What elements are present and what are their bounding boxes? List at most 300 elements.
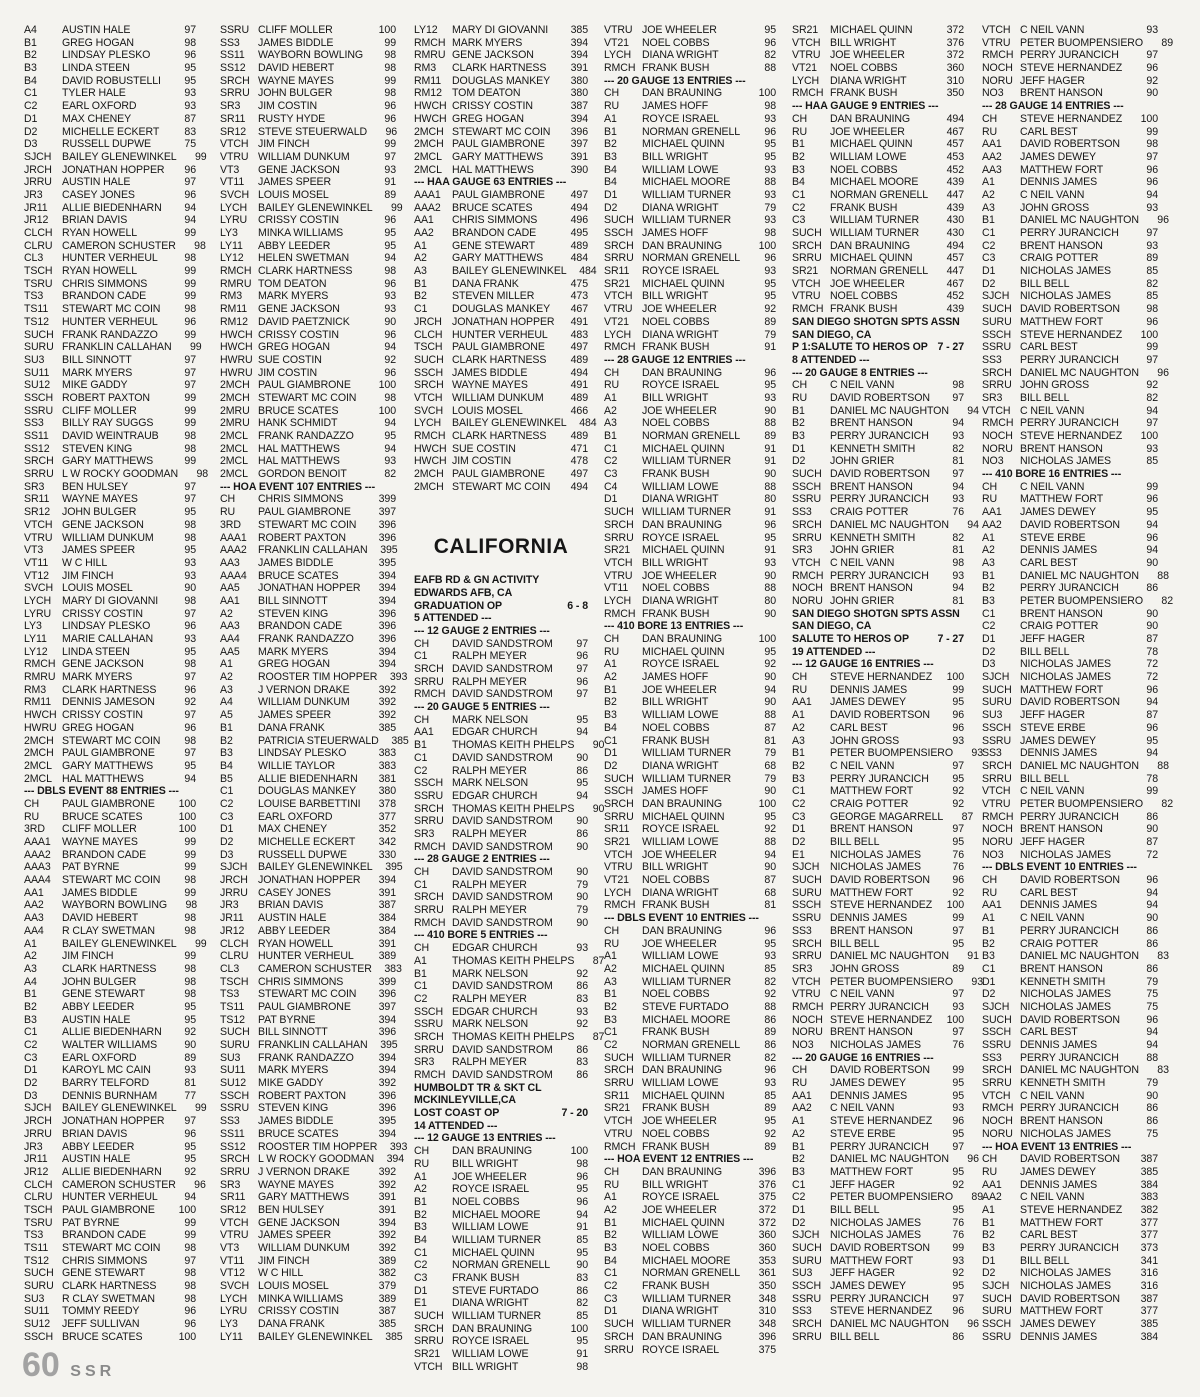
score-row: [24, 468, 209, 481]
shooter-name: CRISSY COSTIN: [258, 328, 339, 341]
shooter-name: PAUL GIAMBRONE: [258, 1000, 351, 1013]
shooter-name: CRISSY COSTIN: [258, 1305, 339, 1318]
shooter-name: JOHN GROSS: [830, 734, 900, 747]
shooter-name: MICHAEL QUINN: [642, 1216, 725, 1229]
class-code: D3: [24, 1089, 38, 1102]
shooter-name: C NEIL VANN: [1020, 1089, 1085, 1102]
score-row: [414, 100, 588, 113]
score-row: [414, 113, 588, 126]
class-code: A2: [414, 252, 427, 265]
score-row: [604, 138, 776, 151]
class-code: CLCH: [24, 227, 53, 239]
score: 384: [378, 912, 396, 925]
shooter-name: CLARK HARTNESS: [258, 265, 353, 278]
score: 95: [384, 430, 396, 442]
score-row: [604, 151, 776, 164]
score: 93: [952, 1000, 964, 1013]
shooter-name: WILLIAM TURNER: [642, 975, 732, 988]
shooter-name: JAMES DEWEY: [1020, 150, 1097, 163]
shooter-name: BRENT HANSON: [1020, 1115, 1103, 1128]
score-row: [604, 1077, 776, 1090]
score-row: [220, 62, 396, 75]
shooter-name: PAUL GIAMBRONE: [258, 506, 351, 519]
score-row: [24, 239, 206, 253]
score: 95: [764, 379, 776, 392]
shooter-name: WILLIAM TURNER: [642, 214, 732, 227]
score-row: [604, 836, 776, 849]
score: 93: [952, 1254, 964, 1267]
score: 383: [1140, 1191, 1158, 1204]
class-code: D3: [24, 138, 38, 151]
score-row: [220, 430, 396, 443]
spacer-row: [414, 519, 588, 532]
score: 391: [570, 62, 588, 75]
score: 94: [764, 683, 776, 696]
score: 342: [378, 836, 396, 848]
score-row: [792, 1280, 964, 1293]
class-code: A2: [792, 1127, 805, 1140]
class-code: NOCH: [982, 430, 1013, 442]
shooter-name: WILLIAM DUNKUM: [258, 150, 350, 163]
score-row: [604, 722, 776, 735]
class-code: TS11: [24, 1242, 49, 1254]
score-row: [604, 887, 776, 900]
class-code: SR11: [220, 1191, 246, 1204]
score-row: [24, 1064, 196, 1077]
shooter-name: LINDA STEEN: [62, 62, 130, 75]
shooter-name: BRIAN DAVIS: [62, 214, 128, 227]
class-code: RU: [604, 100, 620, 113]
class-code: SRRU: [604, 531, 634, 544]
class-code: A2: [220, 607, 233, 620]
score: 94: [952, 417, 964, 430]
score-row: [792, 138, 964, 151]
score-row: [604, 608, 776, 621]
shooter-name: EDGAR CHURCH: [452, 726, 538, 739]
score-row: [24, 1115, 196, 1128]
shooter-name: NICHOLAS JAMES: [830, 861, 922, 874]
score: 92: [952, 886, 964, 899]
score: 387: [1140, 1292, 1158, 1305]
score-row: [220, 595, 396, 608]
shooter-name: THOMAS KEITH PHELPS: [452, 739, 575, 752]
page-footer: [22, 1346, 115, 1385]
class-code: VT11: [220, 1254, 245, 1267]
score: 94: [952, 582, 964, 595]
score: 360: [758, 1229, 776, 1242]
score-row: [414, 1348, 588, 1361]
shooter-name: ROYCE ISRAEL: [642, 658, 720, 671]
shooter-name: THOMAS KEITH PHELPS: [452, 802, 575, 815]
event-header: [604, 1153, 776, 1166]
score: 385: [378, 1318, 396, 1331]
score-row: [220, 405, 396, 418]
class-code: B3: [604, 709, 617, 722]
event-header: [982, 1141, 1158, 1154]
score-row: [414, 151, 588, 164]
score: 384: [1140, 1178, 1158, 1191]
score: 95: [764, 24, 776, 36]
class-code: SUCH: [982, 683, 1012, 696]
class-code: B2: [982, 937, 995, 950]
class-code: C1: [414, 980, 428, 993]
score-row: [982, 1267, 1158, 1280]
score: 90: [184, 582, 196, 595]
shooter-name: NORMAN GRENELL: [830, 265, 929, 278]
class-code: JR11: [220, 912, 244, 925]
class-code: JR11: [24, 201, 48, 214]
shooter-name: CHRIS SIMMONS: [62, 277, 148, 290]
score: 88: [764, 836, 776, 848]
class-code: A4: [24, 24, 37, 36]
score-row: [414, 1361, 588, 1374]
class-code: 2MCH: [414, 468, 444, 481]
score-row: [24, 1217, 196, 1230]
class-code: JR12: [220, 924, 245, 937]
score-row: [414, 942, 588, 955]
score-row: [414, 481, 588, 494]
class-code: RMCH: [604, 341, 636, 354]
class-code: RMCH: [414, 430, 446, 442]
class-code: C1: [414, 878, 428, 891]
score-row: [220, 468, 396, 481]
score-row: [414, 752, 588, 765]
shooter-name: JOE WHEELER: [642, 937, 717, 950]
shooter-name: RYAN HOWELL: [258, 937, 334, 950]
class-code: SS3: [982, 1051, 1002, 1064]
score-row: [792, 493, 964, 506]
score: 79: [764, 328, 776, 341]
score: 90: [576, 916, 588, 929]
shooter-name: NORMAN GRENELL: [642, 430, 741, 442]
shooter-name: BRENT HANSON: [1020, 239, 1103, 252]
score-row: [24, 87, 196, 100]
class-code: B1: [604, 1216, 617, 1229]
shooter-name: BRENT HANSON: [830, 582, 913, 595]
class-code: VT21: [792, 62, 817, 75]
score-row: [792, 1191, 983, 1204]
score-row: [604, 811, 776, 824]
class-code: D3: [982, 658, 996, 671]
score: 97: [952, 988, 964, 1001]
score: 95: [184, 544, 196, 557]
score-row: [414, 1285, 588, 1298]
class-code: C1: [982, 607, 996, 620]
shooter-name: GARY MATTHEWS: [62, 759, 154, 772]
class-code: SRCH: [220, 1153, 250, 1166]
class-code: SSRU: [792, 1292, 822, 1305]
shooter-name: BAILEY GLENEWINKEL: [62, 1102, 177, 1115]
score: 394: [378, 1216, 396, 1229]
score-row: [414, 1221, 588, 1234]
shooter-name: NOEL COBBS: [642, 36, 710, 49]
score-row: [792, 164, 964, 177]
score: 93: [764, 188, 776, 201]
score: 394: [378, 1127, 396, 1140]
class-code: SR21: [604, 836, 631, 848]
class-code: VT12: [220, 1267, 245, 1280]
shooter-name: BILL WRIGHT: [642, 150, 709, 163]
score: 97: [184, 671, 196, 684]
score: 100: [1140, 430, 1158, 442]
results-column-6: [982, 24, 1173, 1344]
score: 396: [378, 531, 396, 544]
shooter-name: ROOSTER TIM HOPPER: [258, 1140, 378, 1153]
class-code: A4: [24, 975, 37, 988]
score-row: [982, 303, 1158, 316]
score: 93: [576, 942, 588, 955]
score-row: [220, 329, 396, 342]
score: 96: [184, 49, 196, 62]
score: 98: [1146, 303, 1158, 316]
score: 93: [184, 633, 196, 645]
class-code: SUCH: [414, 1310, 444, 1323]
shooter-name: CRAIG POTTER: [830, 506, 909, 519]
score-row: [414, 354, 588, 367]
score: 99: [184, 861, 196, 874]
class-code: A1: [604, 391, 617, 404]
shooter-name: WILLIAM LOWE: [452, 1348, 529, 1361]
shooter-name: WILLIAM TURNER: [642, 1051, 732, 1064]
shooter-name: WAYNE MAYES: [452, 379, 528, 392]
score: 94: [1146, 1026, 1158, 1039]
shooter-name: HAL MATTHEWS: [62, 772, 144, 785]
shooter-name: PERRY JURANCICH: [1020, 353, 1119, 366]
score: 394: [378, 1064, 396, 1077]
score: 93: [384, 163, 396, 176]
score-row: [792, 1166, 964, 1179]
class-code: SR21: [414, 1348, 441, 1361]
score-row: [982, 1179, 1158, 1192]
score: 87: [184, 112, 196, 125]
class-code: RU: [24, 810, 40, 823]
class-code: VTRU: [604, 303, 633, 316]
shooter-name: DANIEL MC NAUGHTON: [830, 1318, 949, 1331]
shooter-name: DENNIS JAMES: [1020, 1039, 1098, 1051]
shooter-name: CRISSY COSTIN: [62, 709, 143, 722]
class-code: SSCH: [982, 328, 1012, 341]
class-code: LY12: [24, 645, 48, 658]
shooter-name: MARY DI GIOVANNI: [452, 24, 549, 36]
class-code: RU: [604, 645, 620, 658]
shooter-name: JOE WHEELER: [642, 1203, 717, 1216]
class-code: SSCH: [414, 366, 444, 379]
score: 392: [378, 1178, 396, 1191]
class-code: SRRU: [792, 1330, 822, 1343]
class-code: CH: [220, 493, 236, 506]
score-row: [220, 1115, 396, 1128]
score-row: [414, 1069, 588, 1082]
class-code: A2: [792, 721, 805, 734]
score: 96: [764, 518, 776, 531]
class-code: B1: [604, 988, 617, 1001]
shooter-name: AUSTIN HALE: [62, 1153, 131, 1166]
class-code: AAA4: [220, 569, 247, 582]
class-code: SRCH: [604, 1064, 634, 1077]
score-row: [604, 227, 776, 240]
shooter-name: ROBERT PAXTON: [258, 1089, 346, 1102]
class-code: B3: [24, 1013, 37, 1026]
class-code: JRRU: [24, 1127, 52, 1140]
score: 453: [946, 150, 964, 163]
score: 92: [764, 303, 776, 316]
shooter-name: LOUIS MOSEL: [452, 404, 523, 417]
shooter-name: DAN BRAUNING: [830, 239, 911, 252]
score: 87: [1146, 836, 1158, 848]
score-row: [982, 836, 1158, 849]
class-code: HWCH: [220, 328, 253, 341]
shooter-name: DENNIS JAMES: [1020, 1330, 1098, 1343]
score: 353: [758, 1254, 776, 1267]
class-code: AA1: [982, 506, 1002, 519]
class-code: HWCH: [220, 341, 253, 354]
class-code: B3: [982, 950, 995, 963]
score: 98: [952, 379, 964, 392]
score: 98: [184, 1267, 196, 1280]
shooter-name: MATTHEW FORT: [1020, 163, 1104, 176]
class-code: SR3: [220, 1178, 241, 1191]
shooter-name: NICHOLAS JAMES: [1020, 290, 1112, 303]
class-code: JR12: [24, 1165, 49, 1178]
score-row: [220, 1280, 396, 1293]
score-row: [604, 202, 776, 215]
score: 96: [184, 188, 196, 201]
score-row: [414, 1018, 588, 1031]
score: 99: [184, 455, 196, 468]
score-row: [220, 1229, 396, 1242]
shooter-name: JOHN BULGER: [62, 506, 137, 519]
class-code: A2: [982, 544, 995, 557]
score: 98: [184, 874, 196, 887]
score: 484: [579, 265, 597, 278]
class-code: B2: [792, 1153, 805, 1166]
score: 89: [764, 1026, 776, 1039]
score: 93: [952, 430, 964, 442]
class-code: SRCH: [982, 1064, 1012, 1077]
class-code: SRRU: [414, 1335, 444, 1348]
score-row: [604, 214, 776, 227]
club-info-text: SAN DIEGO, CA: [792, 328, 872, 341]
class-code: SR11: [24, 493, 50, 506]
class-code: B3: [220, 747, 233, 760]
event-header: [414, 1132, 588, 1145]
score-row: [604, 303, 776, 316]
score: 97: [952, 759, 964, 772]
shooter-name: MARK MYERS: [62, 671, 133, 684]
score-row: [604, 1014, 776, 1027]
shooter-name: DIANA WRIGHT: [642, 759, 719, 772]
class-code: 2MCH: [414, 480, 444, 493]
event-header-text: --- DBLS EVENT 10 ENTRIES ---: [982, 861, 1137, 874]
shooter-name: WILLIAM TURNER: [452, 1310, 542, 1323]
score: 90: [764, 671, 776, 684]
score: 87: [764, 874, 776, 887]
class-code: A1: [982, 176, 995, 189]
score: 95: [952, 1165, 964, 1178]
score: 98: [184, 912, 196, 925]
shooter-name: JEFF HAGER: [830, 1178, 895, 1191]
class-code: VT11: [604, 582, 629, 595]
score-row: [220, 532, 396, 545]
shooter-name: DAN BRAUNING: [642, 1330, 723, 1343]
class-code: LY12: [414, 24, 438, 36]
class-code: HWRU: [220, 353, 253, 366]
shooter-name: PETER BUOMPENSIERO: [1020, 594, 1143, 607]
score-row: [982, 899, 1158, 912]
class-code: C2: [414, 992, 428, 1005]
shooter-name: JOE WHEELER: [642, 848, 717, 861]
score: 97: [184, 366, 196, 379]
class-code: B3: [792, 163, 805, 176]
score: 96: [1146, 62, 1158, 75]
score: 394: [570, 36, 588, 49]
score-row: [24, 849, 196, 862]
score-row: [604, 646, 776, 659]
shooter-name: PETER BUOMPENSIERO: [830, 975, 953, 988]
score-row: [24, 887, 196, 900]
score: 94: [576, 1208, 588, 1221]
score-row: [414, 367, 588, 380]
class-code: CH: [982, 1153, 998, 1166]
score: 99: [952, 1242, 964, 1254]
class-code: CH: [414, 637, 430, 650]
score: 99: [1146, 480, 1158, 493]
score: 430: [946, 214, 964, 227]
score-row: [414, 1030, 605, 1044]
shooter-name: ALLIE BIEDENHARN: [258, 772, 358, 785]
class-code: SRRU: [604, 1077, 634, 1090]
score: 396: [378, 1102, 396, 1115]
score: 489: [570, 430, 588, 442]
shooter-name: ALLIE BIEDENHARN: [62, 1165, 162, 1178]
score-row: [220, 1204, 396, 1217]
class-code: RMCH: [414, 1069, 446, 1081]
class-code: JR3: [24, 188, 43, 201]
shooter-name: TOM DEATON: [258, 277, 327, 290]
class-code: VTCH: [792, 556, 821, 569]
shooter-name: BRANDON CADE: [62, 1229, 147, 1242]
score: 96: [764, 125, 776, 138]
score-row: [24, 557, 196, 570]
score-row: [414, 802, 605, 816]
shooter-name: FRANK BUSH: [642, 1102, 710, 1115]
shooter-name: JAMES BIDDLE: [62, 886, 138, 899]
event-header: [24, 785, 196, 798]
score-row: [982, 684, 1158, 697]
score: 98: [184, 518, 196, 531]
score-row: [220, 278, 396, 291]
shooter-name: BILL SINNOTT: [258, 594, 328, 607]
score-row: [24, 1141, 196, 1154]
class-code: RU: [982, 1165, 998, 1178]
score: 92: [952, 1267, 964, 1280]
class-code: VTCH: [982, 404, 1011, 417]
score: 83: [1157, 1064, 1169, 1077]
class-code: TSCH: [220, 975, 249, 988]
score: 396: [758, 1330, 776, 1343]
score-row: [414, 1310, 588, 1323]
score-row: [24, 164, 196, 177]
score: 90: [764, 607, 776, 620]
shooter-name: MATTHEW FORT: [1020, 1216, 1104, 1229]
score-row: [982, 87, 1158, 100]
score: 95: [764, 290, 776, 303]
shooter-name: DAVID SANDSTROM: [452, 815, 553, 828]
shooter-name: DAVID SANDSTROM: [452, 840, 553, 853]
class-code: AA1: [414, 726, 434, 739]
score-row: [982, 1255, 1158, 1268]
class-code: A1: [414, 239, 427, 252]
